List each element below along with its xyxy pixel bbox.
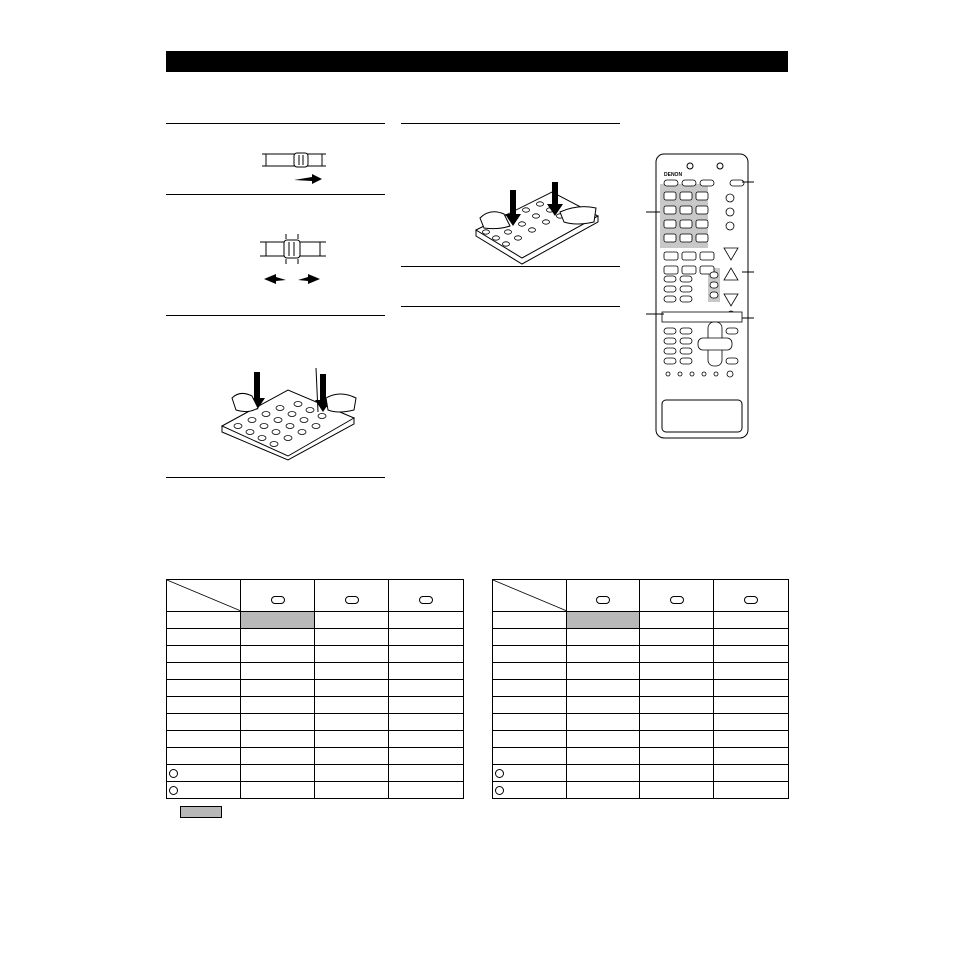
- divider: [166, 477, 385, 478]
- symbol-icon: [495, 769, 504, 778]
- header-cell: [567, 580, 640, 612]
- header-cell: [241, 580, 315, 612]
- table-row: [493, 697, 789, 714]
- symbol-icon: [169, 769, 178, 778]
- divider: [401, 123, 620, 124]
- table-row: [493, 612, 789, 629]
- symbol-icon: [495, 786, 504, 795]
- table-row: [167, 663, 464, 680]
- symbol-icon: [169, 786, 178, 795]
- hands-pressing-remote-icon: [218, 368, 358, 460]
- table-row: [167, 629, 464, 646]
- shaded-cell: [241, 612, 315, 629]
- table-row: [493, 731, 789, 748]
- divider: [166, 315, 385, 316]
- table-header-row: [493, 580, 789, 612]
- table-row: [167, 612, 464, 629]
- header-cell: [315, 580, 389, 612]
- table-row: [493, 765, 789, 782]
- table-row: [493, 782, 789, 799]
- diagonal-header-cell: [167, 580, 241, 612]
- button-pill-icon: [596, 596, 610, 604]
- table-row: [493, 646, 789, 663]
- code-table-right: [492, 579, 789, 799]
- table-row: [167, 646, 464, 663]
- slide-switch-right-icon: [260, 148, 330, 188]
- hands-pressing-remote-icon: [472, 180, 602, 264]
- button-pill-icon: [271, 596, 285, 604]
- button-pill-icon: [670, 596, 684, 604]
- divider: [401, 306, 620, 307]
- diagonal-header-cell: [493, 580, 567, 612]
- table-row: [493, 629, 789, 646]
- button-pill-icon: [419, 596, 433, 604]
- table-row: [493, 680, 789, 697]
- table-row: [167, 697, 464, 714]
- button-pill-icon: [345, 596, 359, 604]
- shaded-cell: [567, 612, 640, 629]
- table-row: [493, 748, 789, 765]
- table-row: [167, 748, 464, 765]
- table-row: [493, 714, 789, 731]
- slide-switch-center-icon: [258, 232, 330, 290]
- remote-control-icon: [650, 152, 760, 442]
- divider: [401, 266, 620, 267]
- table-row: [493, 663, 789, 680]
- header-cell: [640, 580, 714, 612]
- divider: [166, 123, 385, 124]
- table-row: [167, 765, 464, 782]
- table-header-row: [167, 580, 464, 612]
- table-row: [167, 731, 464, 748]
- header-cell: [389, 580, 464, 612]
- divider: [166, 194, 385, 195]
- header-cell: [714, 580, 789, 612]
- legend-swatch: [180, 806, 222, 818]
- button-pill-icon: [744, 596, 758, 604]
- table-row: [167, 680, 464, 697]
- code-table-left: [166, 579, 464, 799]
- table-row: [167, 782, 464, 799]
- section-header-bar: [166, 51, 788, 72]
- svg-text:DENON: DENON: [664, 172, 683, 178]
- table-row: [167, 714, 464, 731]
